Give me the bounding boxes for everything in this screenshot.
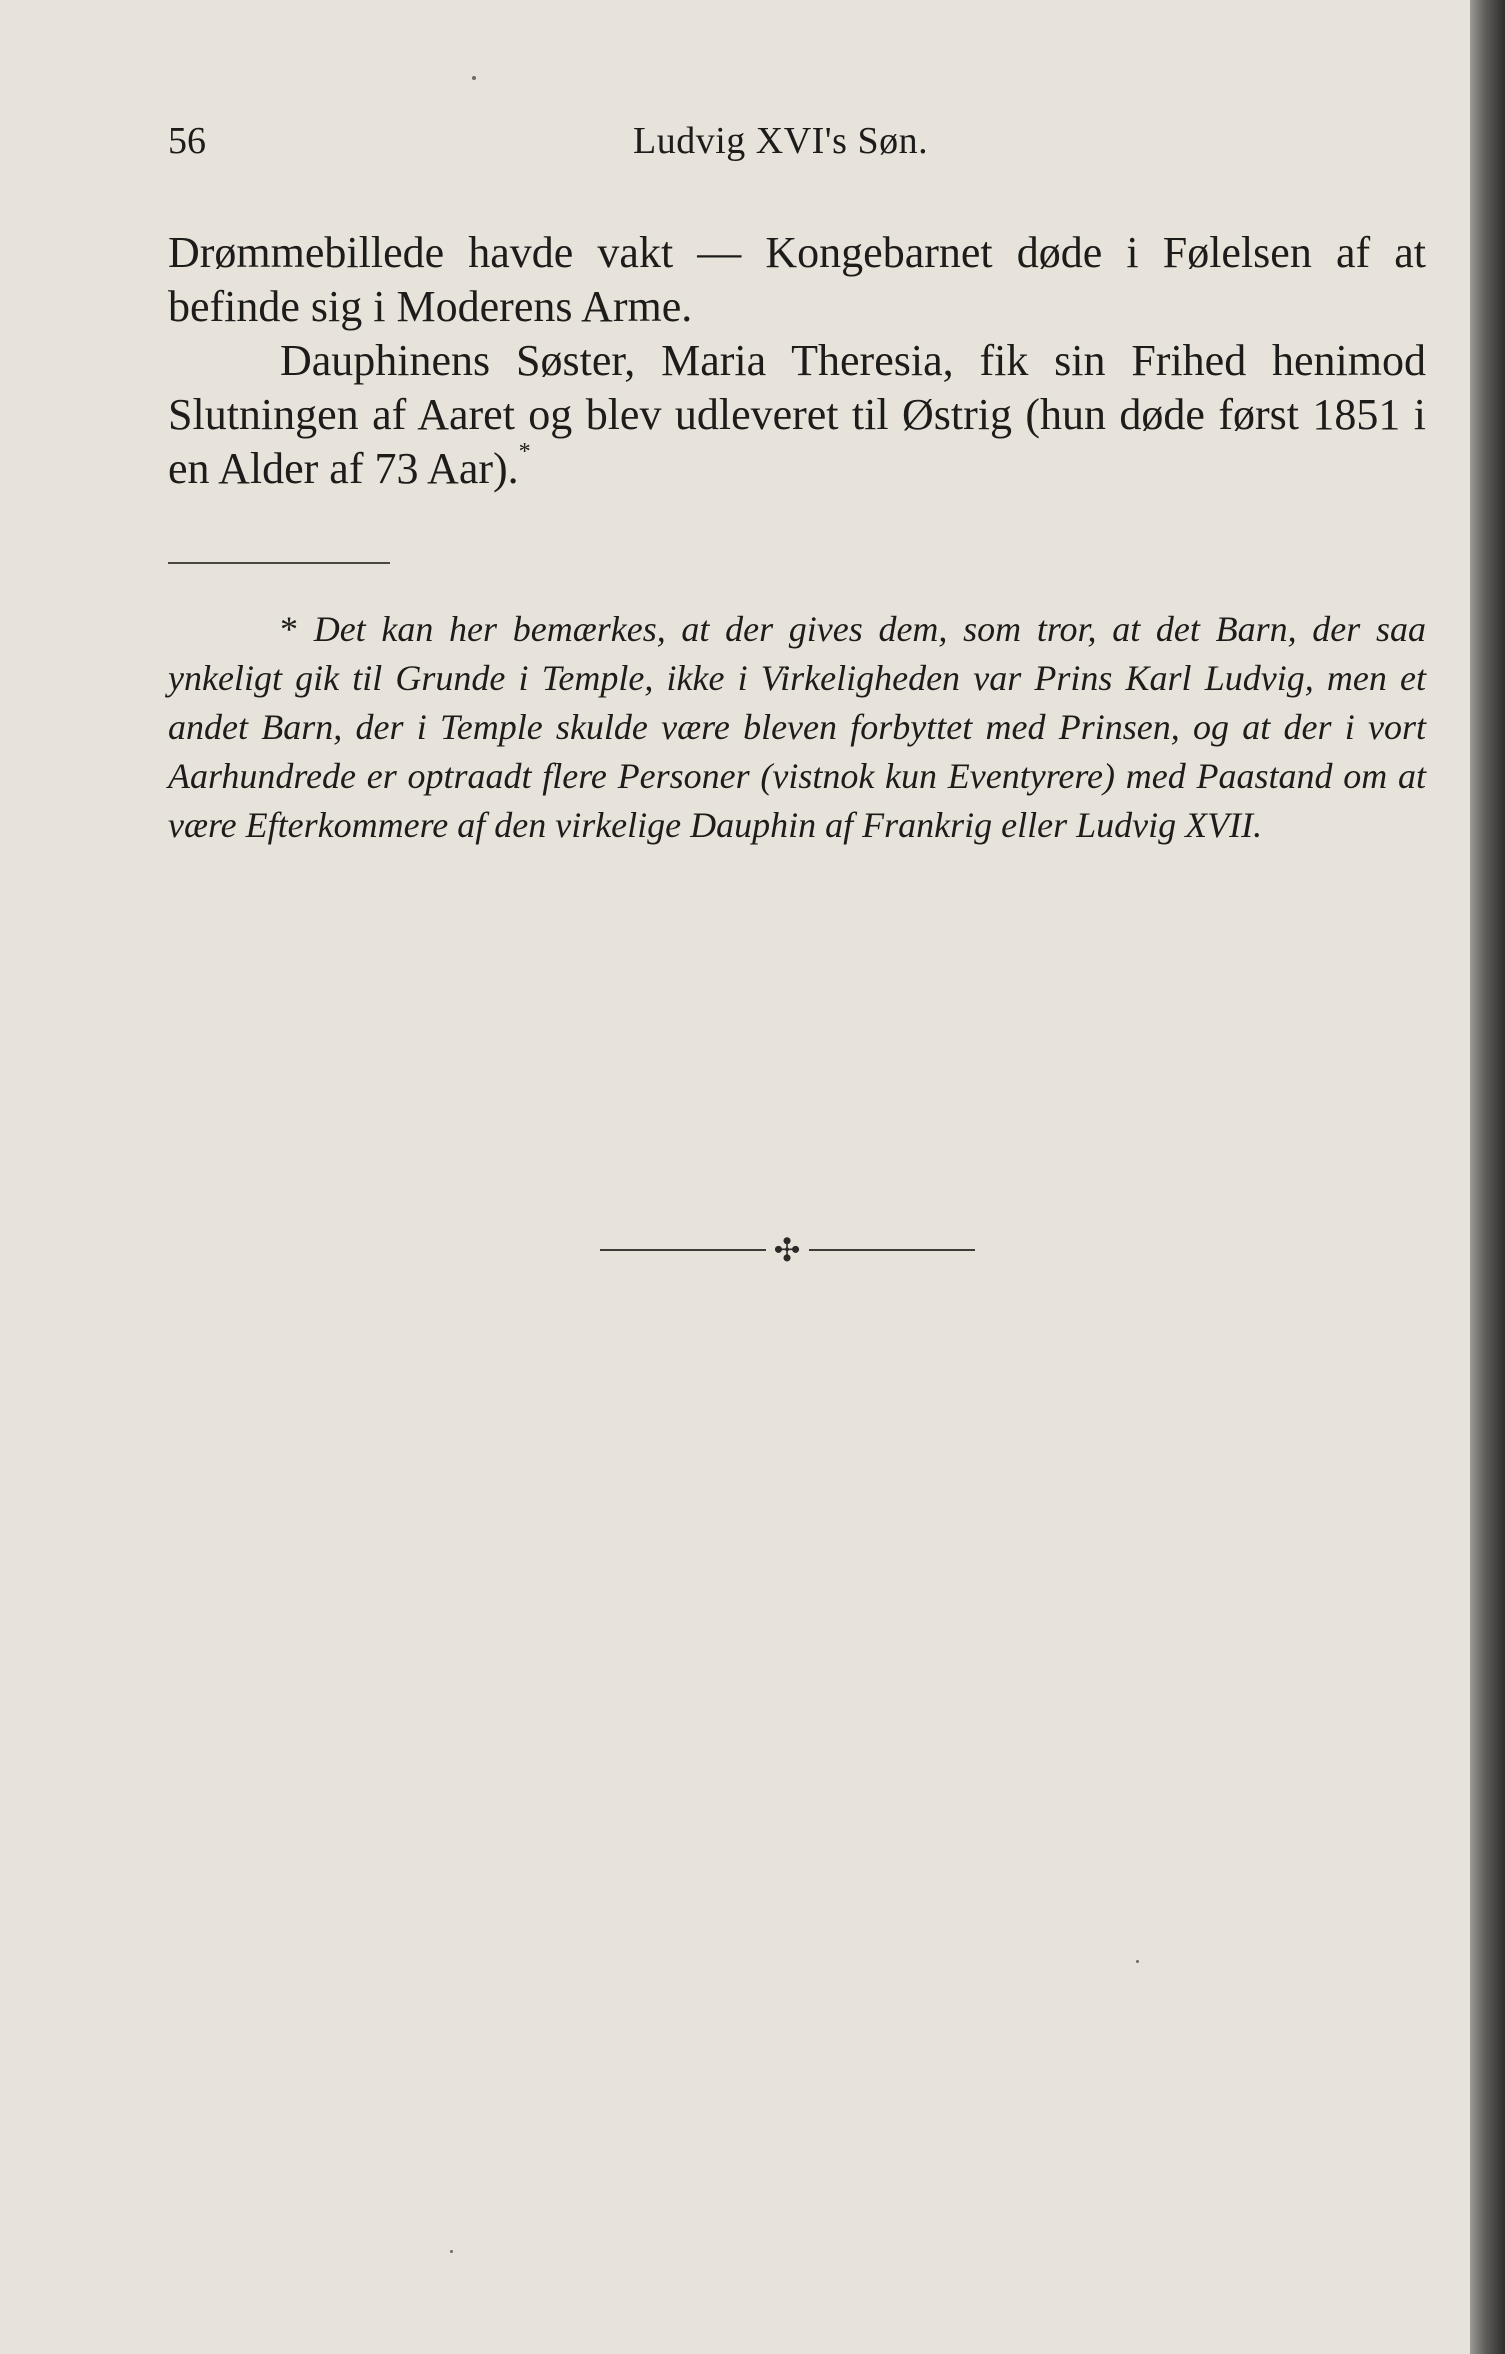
paragraph-continued <box>168 226 1426 334</box>
paper-speck <box>472 76 476 80</box>
footnote-reference: * <box>518 439 531 465</box>
paper-speck <box>1136 1960 1139 1963</box>
footnote-divider <box>168 562 390 564</box>
running-title: Ludvig XVI's Søn. <box>633 120 929 162</box>
page-binding-edge <box>1470 0 1505 2354</box>
fleuron-icon: ✣ <box>773 1232 801 1268</box>
paragraph-1-text: Drømmebillede havde vakt — Kongebarnet døde i Følelsen af at befinde sig i Moderens Arme. <box>168 228 1426 331</box>
paragraph-2-text: Dauphinens Søster, Maria Theresia, fik sin Frihed henimod Slutningen af Aaret og blev udleveret til Østrig (hun døde først 1851 i en Alder af 73 Aar). <box>168 336 1426 493</box>
page-number: 56 <box>168 120 206 162</box>
footnote-text: Det kan her bemærkes, at der gives dem, som tror, at det Barn, der saa ynkeligt gik til Grunde i Temple, ikke i Virkeligheden var Prins Karl Ludvig, men et andet Barn, der i Temple skulde være bleven forbyttet med Prinsen, og at der i vort Aarhundrede er optraadt flere Personer (vistnok kun Eventyrere) med Paastand om at være Efterkommere af den virkelige Dauphin af Frankrig eller Ludvig XVII. <box>168 609 1427 845</box>
paper-speck <box>450 2250 453 2253</box>
footnote-marker: * <box>280 609 298 649</box>
footnote-paragraph <box>168 605 1426 850</box>
ornament-line-right <box>809 1249 975 1251</box>
page-header <box>168 116 1426 166</box>
section-ornament <box>600 1230 975 1270</box>
paragraph <box>168 334 1426 496</box>
main-text <box>168 226 1426 496</box>
footnote <box>168 605 1426 850</box>
ornament-line-left <box>600 1249 766 1251</box>
